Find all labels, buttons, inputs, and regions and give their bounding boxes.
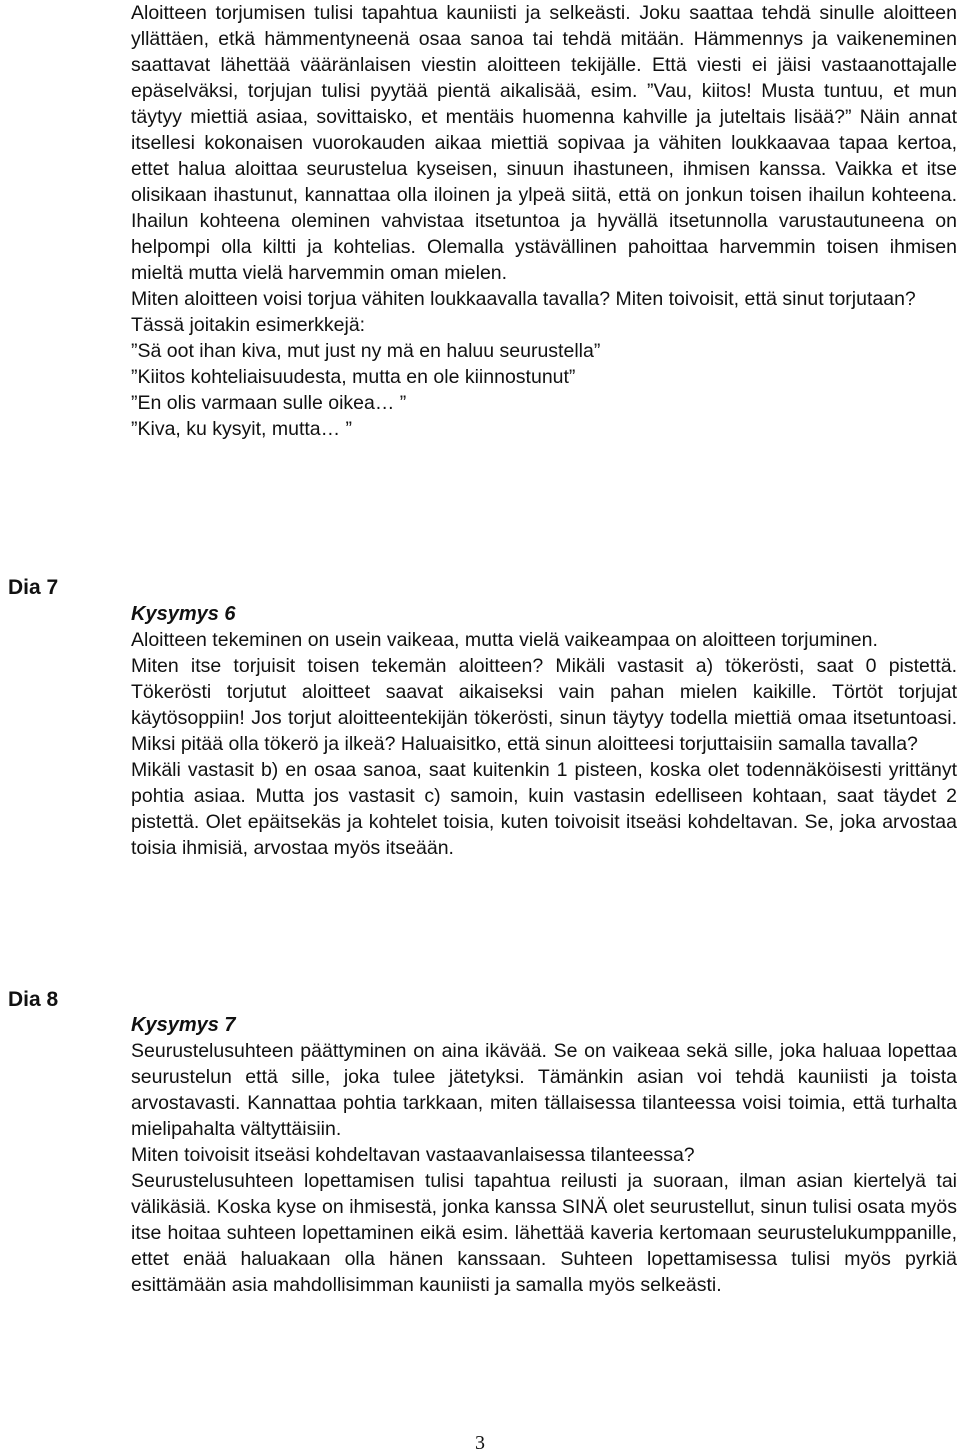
example-item: ”Kiva, ku kysyit, mutta… ” — [131, 418, 353, 440]
question-7-paragraph: Seurustelusuhteen lopettamisen tulisi tapahtua reilusti ja suoraan, ilman asian kiertelyä tai välikäsiä. Koska kyse on ihmisestä, jonka kanssa SINÄ olet seurustellut, sinun tulisi osata myös itse hoitaa suhteen lopettaminen eikä esim. lähettää kaveria kertomaan seurustelukumppanille, ettet enää haluakaan olla hänen kanssaan. Suhteen lopettamisessa tulisi myös pyrkiä esittämään asia mahdollisimman kauniisti ja samalla myös selkeästi. — [131, 1170, 957, 1296]
examples-label: Tässä joitakin esimerkkejä: — [131, 314, 366, 336]
question-6-paragraph: Mikäli vastasit b) en osaa sanoa, saat kuitenkin 1 pisteen, koska olet todennäköisesti yrittänyt pohtia asiaa. Mutta jos vastasit c) samoin, kuin vastasin edelliseen kohtaan, saat täydet 2 pistettä. Olet epäitsekäs ja kohtelet toisia, kuten toivoisit itseäsi kohdeltavan. Se, joka arvostaa toisia ihmisiä, arvostaa myös itseään. — [131, 759, 957, 859]
example-item: ”Kiitos kohteliaisuudesta, mutta en ole kiinnostunut” — [131, 366, 576, 388]
question-6-section — [131, 601, 957, 861]
question-7-heading: Kysymys 7 — [131, 1014, 236, 1036]
question-7-paragraph: Seurustelusuhteen päättyminen on aina ikävää. Se on vaikeaa sekä sille, joka haluaa lopettaa seurustelun että sille, joka tulee jätetyksi. Tämänkin asian voi tehdä kauniisti ja toista arvostavasti. Kannattaa pohtia tarkkaan, miten tällaisessa tilanteessa voisi toimia, että turhalta mielipahalta vältyttäisiin. — [131, 1040, 957, 1140]
question-6-paragraph: Aloitteen tekeminen on usein vaikeaa, mutta vielä vaikeampaa on aloitteen torjuminen. — [131, 629, 878, 651]
page-number: 3 — [475, 1432, 485, 1454]
question-6-heading: Kysymys 6 — [131, 603, 236, 625]
example-item: ”En olis varmaan sulle oikea… ” — [131, 392, 407, 414]
sidebar-label-dia-7: Dia 7 — [8, 576, 59, 599]
sidebar-label-dia-8: Dia 8 — [8, 988, 59, 1011]
question-6-paragraph: Miten itse torjuisit toisen tekemän aloitteen? Mikäli vastasit a) tökerösti, saat 0 pistettä. Tökerösti torjutut aloitteet saavat aikaiseksi vain pahan mielen kaikille. Törtöt torjujat käytösoppiin! Jos torjut aloitteentekijän tökerösti, sinun täytyy todella miettiä omaa itsetuntoasi. Miksi pitää olla tökerö ja ilkeä? Haluaisitko, että sinun aloitteesi torjuttaisiin samalla tavalla? — [131, 655, 957, 755]
example-item: ”Sä oot ihan kiva, mut just ny mä en haluu seurustella” — [131, 340, 601, 362]
intro-paragraph: Aloitteen torjumisen tulisi tapahtua kauniisti ja selkeästi. Joku saattaa tehdä sinulle aloitteen yllättäen, etkä hämmentyneenä osaa sanoa tai tehdä mitään. Hämmennys ja vaikeneminen saattavat lähettää vääränlaisen viestin aloitteen tekijälle. Että viesti ei jäisi vastaanottajalle epäselväksi, torjujan tulisi pyytää pientä aikalisää, esim. ”Vau, kiitos! Musta tuntuu, et mun täytyy miettiä asiaa, sovittaisko, et mentäis huomenna kahville ja juteltais lisää?” Näin annat itsellesi kokonaisen vuorokauden aikaa miettiä sopivaa ja vähiten loukkaavaa tapaa kertoa, ettet halua aloittaa seurustelua kyseisen, sinuun ihastuneen, ihmisen kanssa. Vaikka et itse olisikaan ihastunut, kannattaa olla iloinen ja ylpeä siitä, että on jonkun toisen ihailun kohteena. Ihailun kohteena oleminen vahvistaa itsetuntoa ja hyvällä itsetunnolla varustautuneena on helpompi olla kiltti ja kohtelias. Olemalla ystävällinen pahoittaa harvemmin toisen ihmisen mieltä mutta vielä harvemmin oman mielen. — [131, 2, 957, 284]
intro-section — [131, 0, 957, 442]
intro-question: Miten aloitteen voisi torjua vähiten loukkaavalla tavalla? Miten toivoisit, että sinut torjutaan? — [131, 288, 916, 310]
question-7-section — [131, 1012, 957, 1298]
question-7-paragraph: Miten toivoisit itseäsi kohdeltavan vastaavanlaisessa tilanteessa? — [131, 1144, 695, 1166]
